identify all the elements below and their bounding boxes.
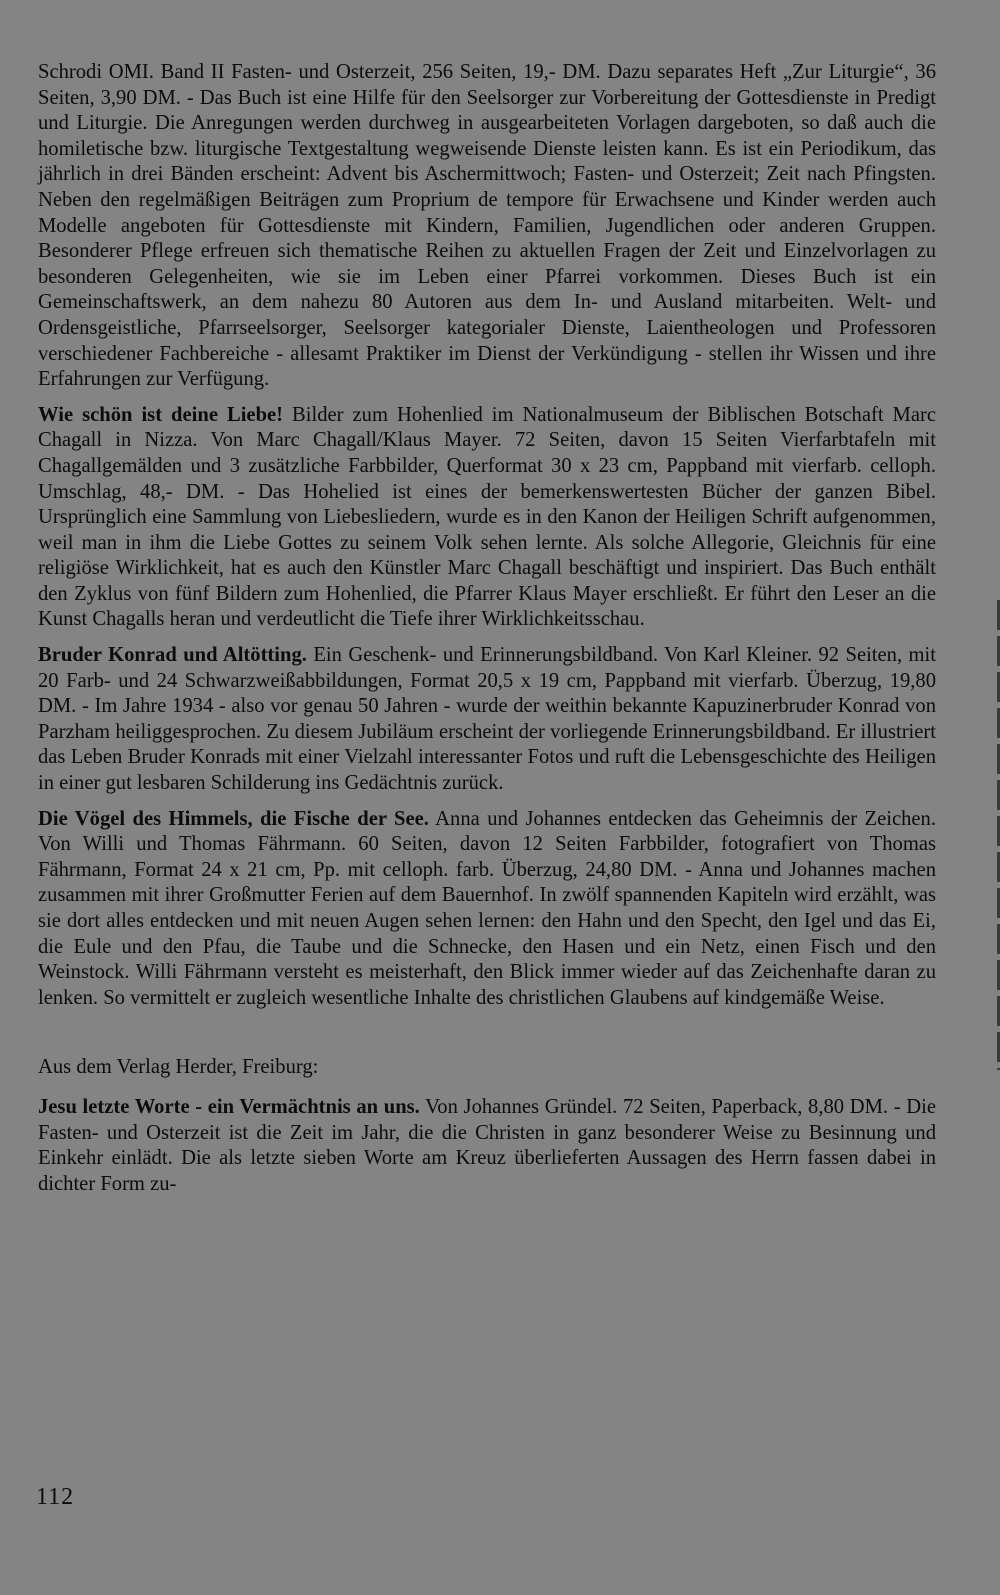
publisher-heading: Aus dem Verlag Herder, Freiburg: bbox=[38, 1056, 319, 1079]
entry-title: Bruder Konrad und Altötting. bbox=[38, 644, 307, 667]
book-entry-voegel bbox=[38, 807, 936, 1012]
entry-title: Die Vögel des Himmels, die Fische der See. bbox=[38, 807, 429, 830]
book-entry-wie-schoen bbox=[38, 403, 936, 633]
entry-text: Schrodi OMI. Band II Fasten- und Osterzeit, 256 Seiten, 19,- DM. Dazu separates Heft „Zur Liturgie“, 36 Seiten, 3,90 DM. - Das Buch ist eine Hilfe für den Seelsorger zur Vorbereitung der Gottesdienste in Predigt und Liturgie. Die Anregungen werden durchweg in ausgearbeiteten Vorlagen dargeboten, so daß auch die homiletische bzw. liturgische Textgestaltung wegweisende Dienste leisten kann. Es ist ein Periodikum, das jährlich in drei Bänden erscheint: Advent bis Aschermittwoch; Fasten- und Osterzeit; Zeit nach Pfingsten. Neben den regelmäßigen Beiträgen zum Proprium de tempore für Erwachsene und Kinder werden auch Modelle angeboten für Gottesdienste mit Kindern, Familien, Jugendlichen oder anderen Gruppen. Besonderer Pflege erfreuen sich thematische Reihen zu aktuellen Fragen der Zeit und Einzelvorlagen zu besonderen Gelegenheiten, wie sie im Leben einer Pfarrei vorkommen. Dieses Buch ist ein Gemeinschaftswerk, an dem nahezu 80 Autoren aus dem In- und Ausland mitarbeiten. Welt- und Ordensgeistliche, Pfarrseelsorger, Seelsorger kategorialer Dienste, Laientheologen und Professoren verschiedener Fachbereiche - allesamt Praktiker im Dienst der Verkündigung - stellen ihr Wissen und ihre Erfahrungen zur Verfügung. bbox=[38, 61, 936, 391]
book-entry-schrodi bbox=[38, 60, 936, 393]
page-body bbox=[38, 60, 936, 1197]
book-entry-jesu-letzte-worte bbox=[38, 1095, 936, 1197]
entry-title: Wie schön ist deine Liebe! bbox=[38, 403, 284, 426]
entry-text: Von Johannes Gründel. 72 Seiten, Paperback, 8,80 DM. - Die Fasten- und Osterzeit ist die Zeit im Jahr, die die Christen in ganz besonderer Weise zu Besinnung und Einkehr einlädt. Die als letzte sieben Worte am Kreuz überlieferten Aussagen des Herrn fassen dabei in dichter Form zu- bbox=[38, 1095, 936, 1195]
entry-text: Anna und Johannes entdecken das Geheimnis der Zeichen. Von Willi und Thomas Fährmann. 60 Seiten, davon 12 Seiten Farbbilder, fotografiert von Thomas Fährmann, Format 24 x 21 cm, Pp. mit celloph. farb. Überzug, 24,80 DM. - Anna und Johannes machen zusammen mit ihrer Großmutter Ferien auf dem Bauernhof. In zwölf spannenden Kapiteln wird erzählt, was sie dort alles entdecken und mit neuen Augen sehen lernen: den Hahn und den Specht, den Igel und das Ei, die Eule und den Pfau, die Taube und die Schnecke, den Hasen und ein Netz, einen Fisch und den Weinstock. Willi Fährmann versteht es meisterhaft, den Blick immer wieder auf das Zeichenhafte daran zu lenken. So vermittelt er zugleich wesentliche Inhalte des christlichen Glaubens auf kindgemäße Weise. bbox=[38, 807, 936, 1009]
book-entry-bruder-konrad bbox=[38, 643, 936, 797]
entry-title: Jesu letzte Worte - ein Vermächtnis an uns. bbox=[38, 1095, 420, 1118]
entry-text: Bilder zum Hohenlied im Nationalmuseum der Biblischen Botschaft Marc Chagall in Nizza. Von Marc Chagall/Klaus Mayer. 72 Seiten, davon 15 Seiten Vierfarbtafeln mit Chagallgemälden und 3 zusätzliche Farbbilder, Querformat 30 x 23 cm, Pappband mit vierfarb. celloph. Umschlag, 48,- DM. - Das Hohelied ist eines der bemerkenswertesten Bücher der ganzen Bibel. Ursprünglich eine Sammlung von Liebesliedern, wurde es in den Kanon der Heiligen Schrift aufgenommen, weil man in ihm die Liebe Gottes zu seinem Volk sehen lernte. Als solche Allegorie, Gleichnis für eine religiöse Wirklichkeit, hat es auch den Künstler Marc Chagall beschäftigt und inspiriert. Das Buch enthält den Zyklus von fünf Bildern zum Hohenlied, die Pfarrer Klaus Mayer erschließt. Er führt den Leser an die Kunst Chagalls heran und verdeutlicht die Tiefe ihrer Wirklichkeitsschau. bbox=[38, 403, 936, 631]
page-number: 112 bbox=[36, 1484, 75, 1510]
entry-text: Ein Geschenk- und Erinnerungsbildband. Von Karl Kleiner. 92 Seiten, mit 20 Farb- und 24 Schwarzweißabbildungen, Format 20,5 x 19 cm, Pappband mit vierfarb. Überzug, 19,80 DM. - Im Jahre 1934 - also vor genau 50 Jahren - wurde der weithin bekannte Kapuzinerbruder Konrad von Parzham heiliggesprochen. Zu diesem Jubiläum erscheint der vorliegende Erinnerungsbildband. Er illustriert das Leben Bruder Konrads mit einer Vielzahl interessanter Fotos und ruft die Lebensgeschichte des Heiligen in einer gut lesbaren Schilderung ins Gedächtnis zurück. bbox=[38, 644, 936, 795]
